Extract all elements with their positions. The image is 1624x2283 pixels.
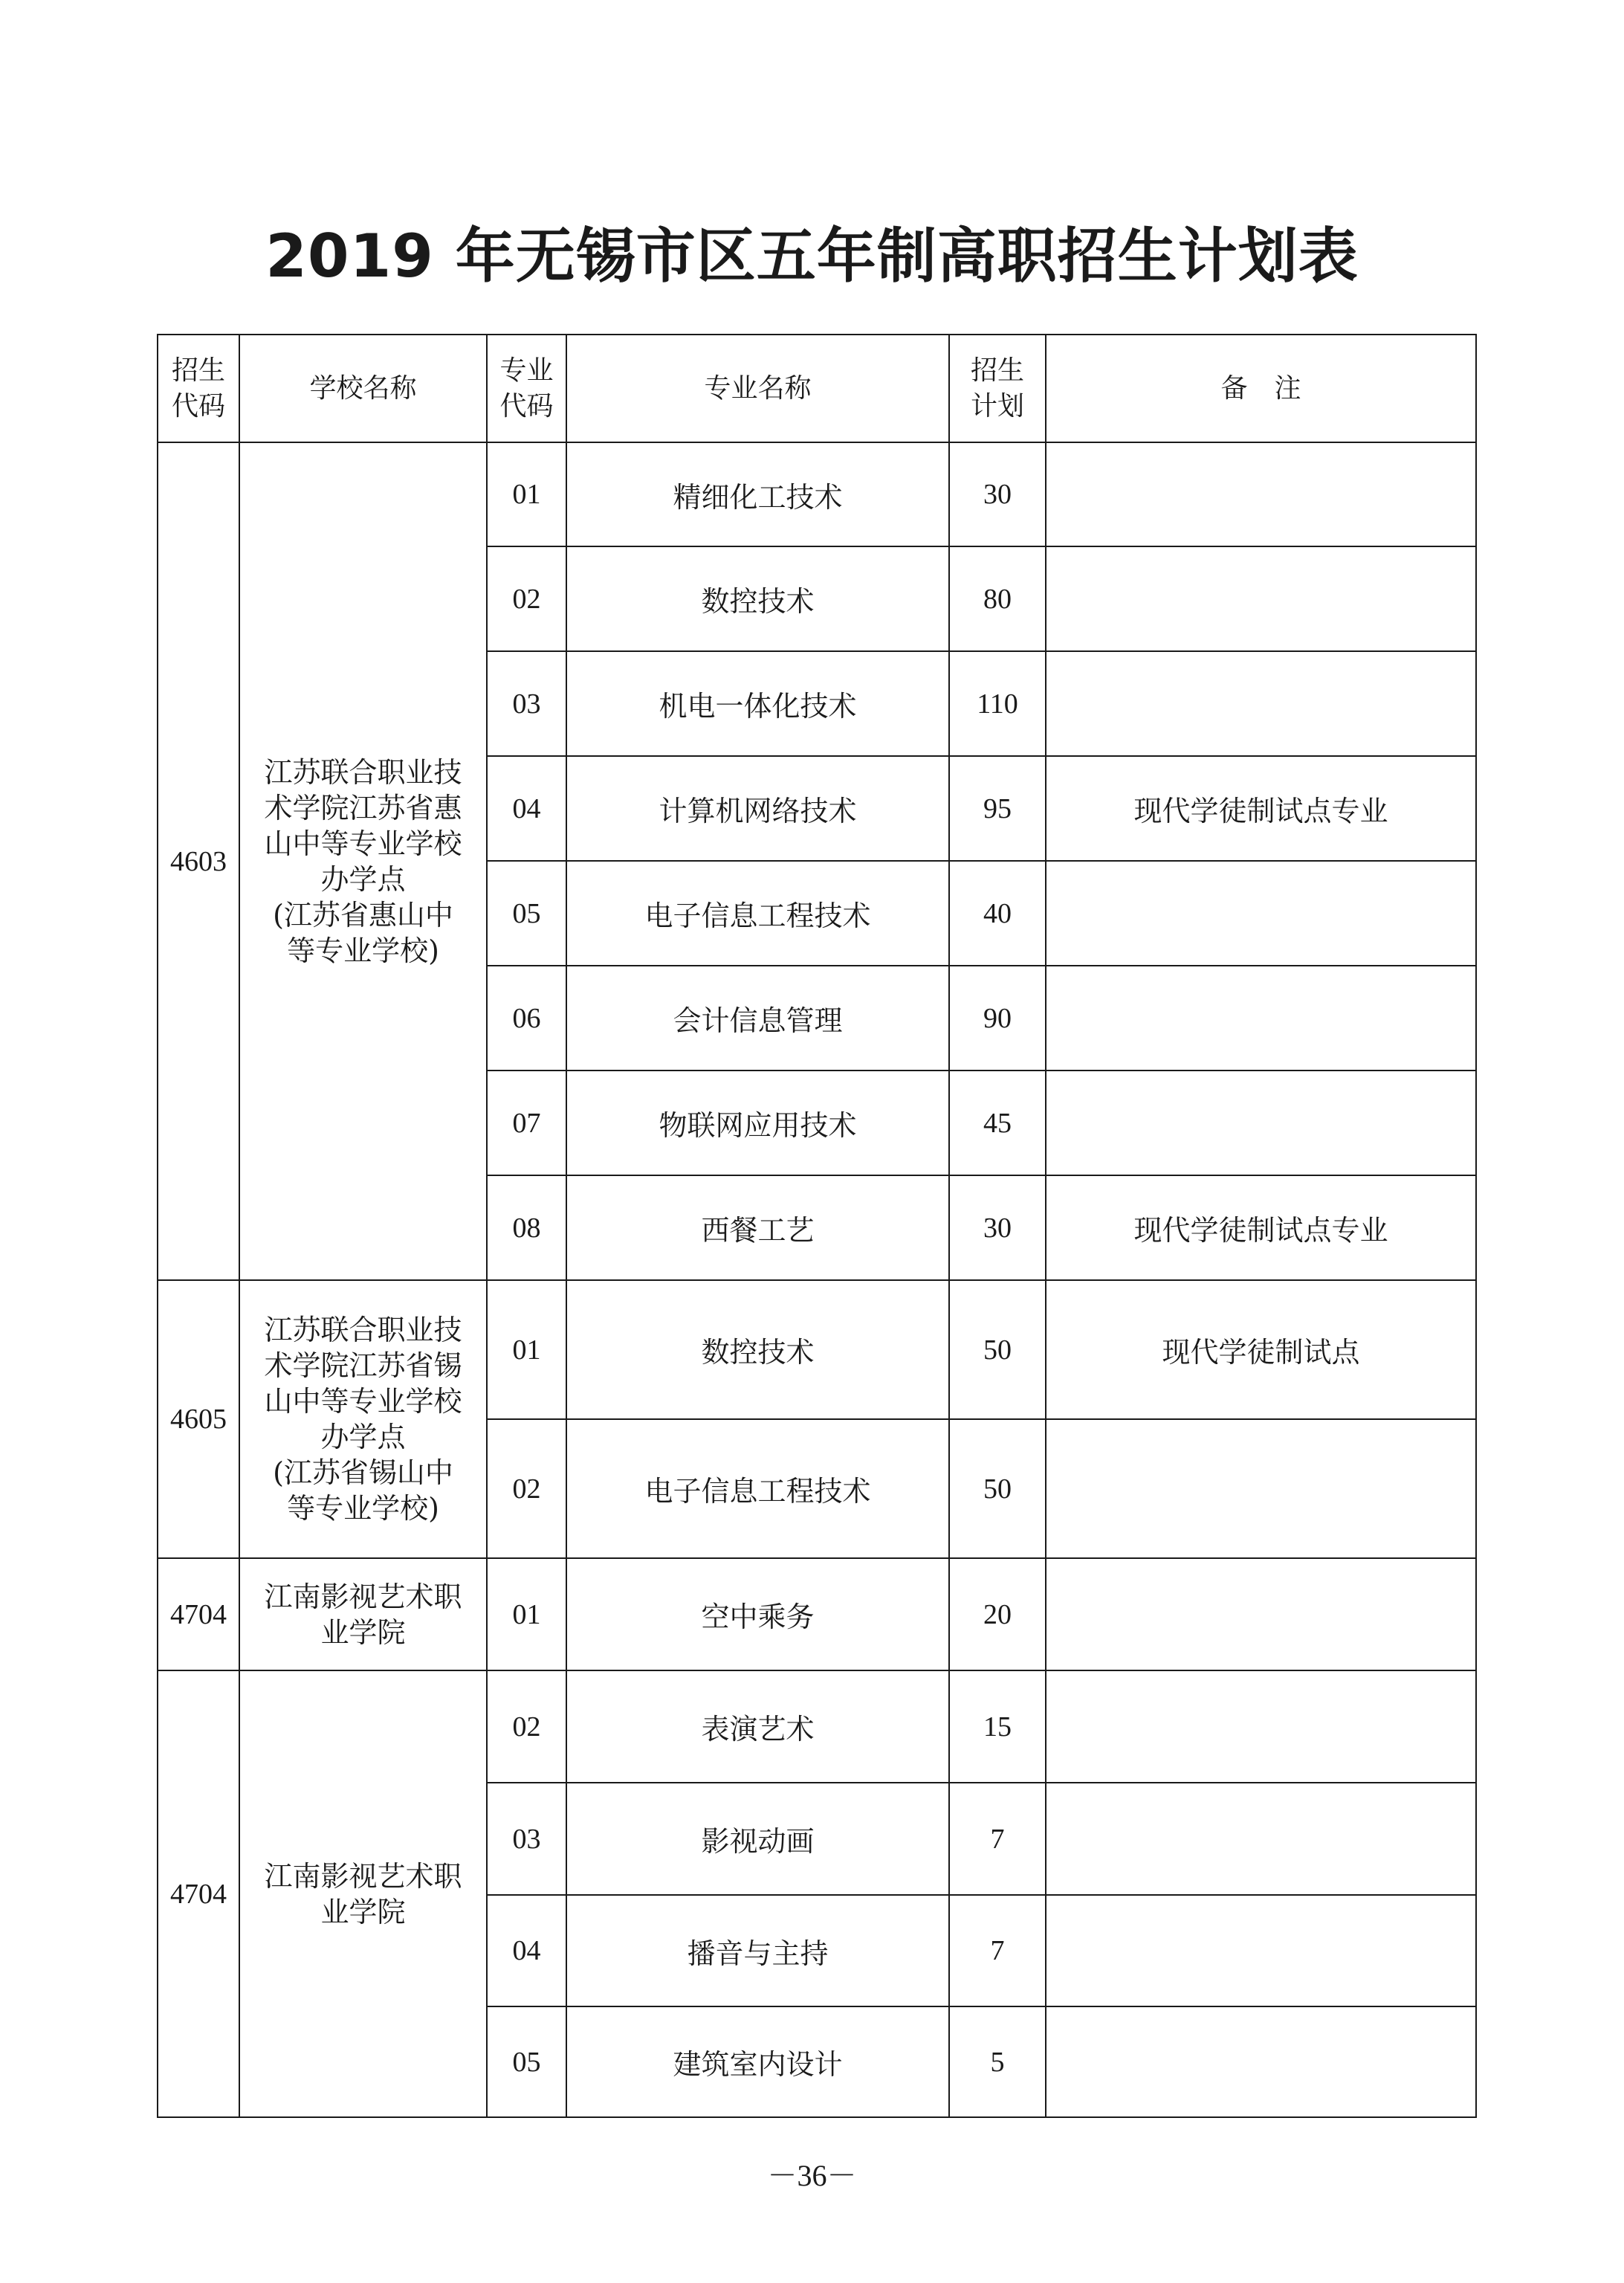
major-code-cell: 03 [487,651,566,756]
major-name-cell: 数控技术 [566,546,949,651]
remark-cell [1046,1783,1476,1895]
remark-cell: 现代学徒制试点 [1046,1280,1476,1419]
enroll-code-cell: 4704 [158,1670,239,2117]
plan-cell: 7 [949,1783,1046,1895]
school-name-cell: 江南影视艺术职 业学院 [239,1670,487,2117]
table-row [158,442,1476,546]
major-name-cell: 精细化工技术 [566,442,949,546]
enroll-code-cell: 4603 [158,442,239,1280]
header-plan: 招生 计划 [949,335,1046,442]
major-name-cell: 电子信息工程技术 [566,1419,949,1558]
major-name-cell: 机电一体化技术 [566,651,949,756]
remark-cell [1046,651,1476,756]
header-major-name: 专业名称 [566,335,949,442]
school-name-cell: 江苏联合职业技 术学院江苏省锡 山中等专业学校 办学点 (江苏省锡山中 等专业学校) [239,1280,487,1558]
major-code-cell: 04 [487,756,566,861]
major-name-cell: 建筑室内设计 [566,2006,949,2117]
page-title: 2019 年无锡市区五年制高职招生计划表 [265,222,1359,291]
remark-cell [1046,1071,1476,1175]
major-code-cell: 07 [487,1071,566,1175]
plan-cell: 30 [949,442,1046,546]
major-code-cell: 01 [487,442,566,546]
remark-cell [1046,861,1476,966]
major-code-cell: 05 [487,2006,566,2117]
enrollment-plan-table [157,334,1477,2118]
enroll-code-cell: 4704 [158,1558,239,1670]
header-school-name: 学校名称 [239,335,487,442]
school-name-cell: 江苏联合职业技 术学院江苏省惠 山中等专业学校 办学点 (江苏省惠山中 等专业学校) [239,442,487,1280]
major-code-cell: 02 [487,1670,566,1783]
table-row [158,1280,1476,1419]
remark-cell: 现代学徒制试点专业 [1046,1175,1476,1280]
enroll-code-cell: 4605 [158,1280,239,1558]
plan-cell: 15 [949,1670,1046,1783]
major-code-cell: 01 [487,1558,566,1670]
major-code-cell: 06 [487,966,566,1071]
remark-cell: 现代学徒制试点专业 [1046,756,1476,861]
major-code-cell: 08 [487,1175,566,1280]
major-name-cell: 播音与主持 [566,1895,949,2006]
major-code-cell: 01 [487,1280,566,1419]
header-major-code: 专业 代码 [487,335,566,442]
header-enroll-code: 招生 代码 [158,335,239,442]
major-name-cell: 影视动画 [566,1783,949,1895]
major-name-cell: 表演艺术 [566,1670,949,1783]
plan-cell: 80 [949,546,1046,651]
major-name-cell: 计算机网络技术 [566,756,949,861]
school-name-cell: 江南影视艺术职 业学院 [239,1558,487,1670]
remark-cell [1046,1670,1476,1783]
remark-cell [1046,1419,1476,1558]
major-code-cell: 04 [487,1895,566,2006]
remark-cell [1046,1558,1476,1670]
table-body [158,442,1476,2117]
major-name-cell: 西餐工艺 [566,1175,949,1280]
plan-cell: 40 [949,861,1046,966]
major-code-cell: 05 [487,861,566,966]
table-row [158,1558,1476,1670]
plan-cell: 95 [949,756,1046,861]
plan-cell: 30 [949,1175,1046,1280]
remark-cell [1046,442,1476,546]
plan-cell: 90 [949,966,1046,1071]
plan-cell: 45 [949,1071,1046,1175]
major-code-cell: 02 [487,546,566,651]
table-header-row [158,335,1476,442]
table-row [158,1670,1476,1783]
page-number: －36－ [767,2159,857,2192]
major-name-cell: 物联网应用技术 [566,1071,949,1175]
major-name-cell: 空中乘务 [566,1558,949,1670]
plan-cell: 50 [949,1419,1046,1558]
major-code-cell: 02 [487,1419,566,1558]
header-remark: 备 注 [1046,335,1476,442]
plan-cell: 20 [949,1558,1046,1670]
plan-cell: 7 [949,1895,1046,2006]
major-name-cell: 会计信息管理 [566,966,949,1071]
major-code-cell: 03 [487,1783,566,1895]
remark-cell [1046,546,1476,651]
major-name-cell: 电子信息工程技术 [566,861,949,966]
remark-cell [1046,1895,1476,2006]
remark-cell [1046,2006,1476,2117]
remark-cell [1046,966,1476,1071]
plan-cell: 5 [949,2006,1046,2117]
plan-cell: 50 [949,1280,1046,1419]
plan-cell: 110 [949,651,1046,756]
major-name-cell: 数控技术 [566,1280,949,1419]
